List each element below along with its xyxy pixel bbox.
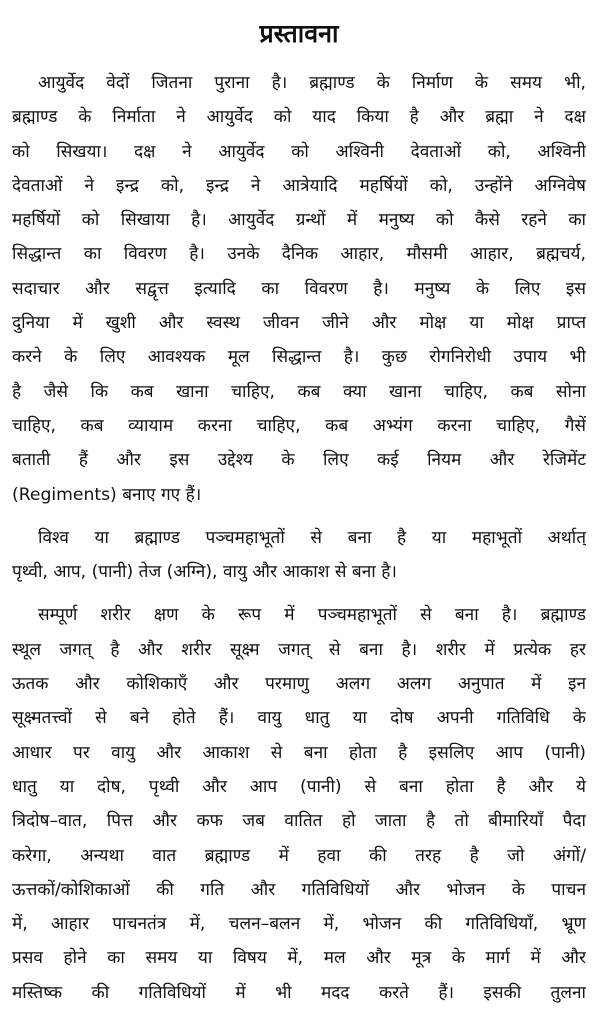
- text-line: सूक्ष्मतत्त्वों से बने होते हैं। वायु धातु या दोष अपनी गतिविधि के: [12, 708, 586, 729]
- text-line: महर्षियों को सिखाया है। आयुर्वेद ग्रन्थों में मनुष्य को कैसे रहने का: [12, 210, 586, 231]
- text-line: धातु या दोष, पृथ्वी और आप (पानी) से बना होता है और ये: [12, 776, 586, 797]
- paragraph-2: [12, 521, 586, 590]
- text-line: आधार पर वायु और आकाश से बना होता है इसलिए आप (पानी): [12, 742, 586, 763]
- text-line: आयुर्वेद वेदों जितना पुराना है। ब्रह्माण्ड के निर्माण के समय भी,: [38, 73, 586, 93]
- text-line: देवताओं ने इन्द्र को, इन्द्र ने आत्रेयादि महर्षियों को, उन्होंने अग्निवेष: [12, 175, 586, 196]
- text-line: सदाचार और सद्वृत्त इत्यादि का विवरण है। मनुष्य के लिए इस: [12, 278, 586, 299]
- text-line: ऊत्तकों/कोशिकाओं की गति और गतिविधियों और भोजन के पाचन: [12, 879, 586, 900]
- text-line: चाहिए, कब व्यायाम करना चाहिए, कब अभ्यंग करना चाहिए, गैसें: [12, 415, 586, 436]
- text-line: (Regiments) बनाए गए हैं।: [12, 484, 202, 505]
- text-line: प्रसव होने का समय या विषय में, मल और मूत्र के मार्ग में और: [12, 948, 586, 969]
- text-line: को सिखया। दक्ष ने आयुर्वेद को अश्विनी देवताओं को, अश्विनी: [12, 141, 586, 162]
- text-line: ब्रह्माण्ड के निर्माता ने आयुर्वेद को याद किया है और ब्रह्मा ने दक्ष: [12, 107, 586, 128]
- text-line: में, आहार पाचनतंत्र में, चलन–बलन में, भोजन की गतिविधियाँ, भ्रूण: [12, 914, 586, 935]
- page-title: प्रस्तावना: [259, 19, 339, 48]
- text-line: पृथ्वी, आप, (पानी) तेज (अग्नि), वायु और आकाश से बना है।: [12, 562, 397, 583]
- text-line: सिद्धान्त का विवरण है। उनके दैनिक आहार, मौसमी आहार, ब्रह्मचर्य,: [12, 244, 586, 265]
- paragraph-3: [12, 598, 586, 1010]
- text-line: बताती हैं और इस उद्देश्य के लिए कई नियम और रेजिमेंट: [12, 450, 586, 471]
- text-line: स्थूल जगत् है और शरीर सूक्ष्म जगत् से बना है। शरीर में प्रत्येक हर: [12, 639, 586, 660]
- text-line: करने के लिए आवश्यक मूल सिद्धान्त है। कुछ रोगनिरोधी उपाय भी: [12, 347, 586, 368]
- text-line: मस्तिष्क की गतिविधियों में भी मदद करते हैं। इसकी तुलना: [12, 982, 586, 1003]
- text-line: सम्पूर्ण शरीर क्षण के रूप में पञ्चमहाभूतों से बना है। ब्रह्माण्ड: [38, 605, 586, 626]
- paragraph-gap: [12, 512, 586, 521]
- text-line: है जैसे कि कब खाना चाहिए, कब क्या खाना चाहिए, कब सोना: [12, 381, 586, 402]
- text-line: ऊतक और कोशिकाएँ और परमाणु अलग अलग अनुपात में इन: [12, 674, 586, 695]
- text-line: दुनिया में खुशी और स्वस्थ जीवन जीने और मोक्ष या मोक्ष प्राप्त: [12, 313, 586, 334]
- paragraph-1: [12, 66, 586, 512]
- text-line: करेगा, अन्यथा वात ब्रह्माण्ड में हवा की तरह है जो अंगों/: [12, 845, 586, 866]
- text-line: विश्व या ब्रह्माण्ड पञ्चमहाभूतों से बना है या महाभूतों अर्थात्: [38, 527, 586, 548]
- text-line: त्रिदोष–वात, पित्त और कफ जब वातित हो जाता है तो बीमारियाँ पैदा: [12, 811, 586, 832]
- paragraph-gap: [12, 589, 586, 598]
